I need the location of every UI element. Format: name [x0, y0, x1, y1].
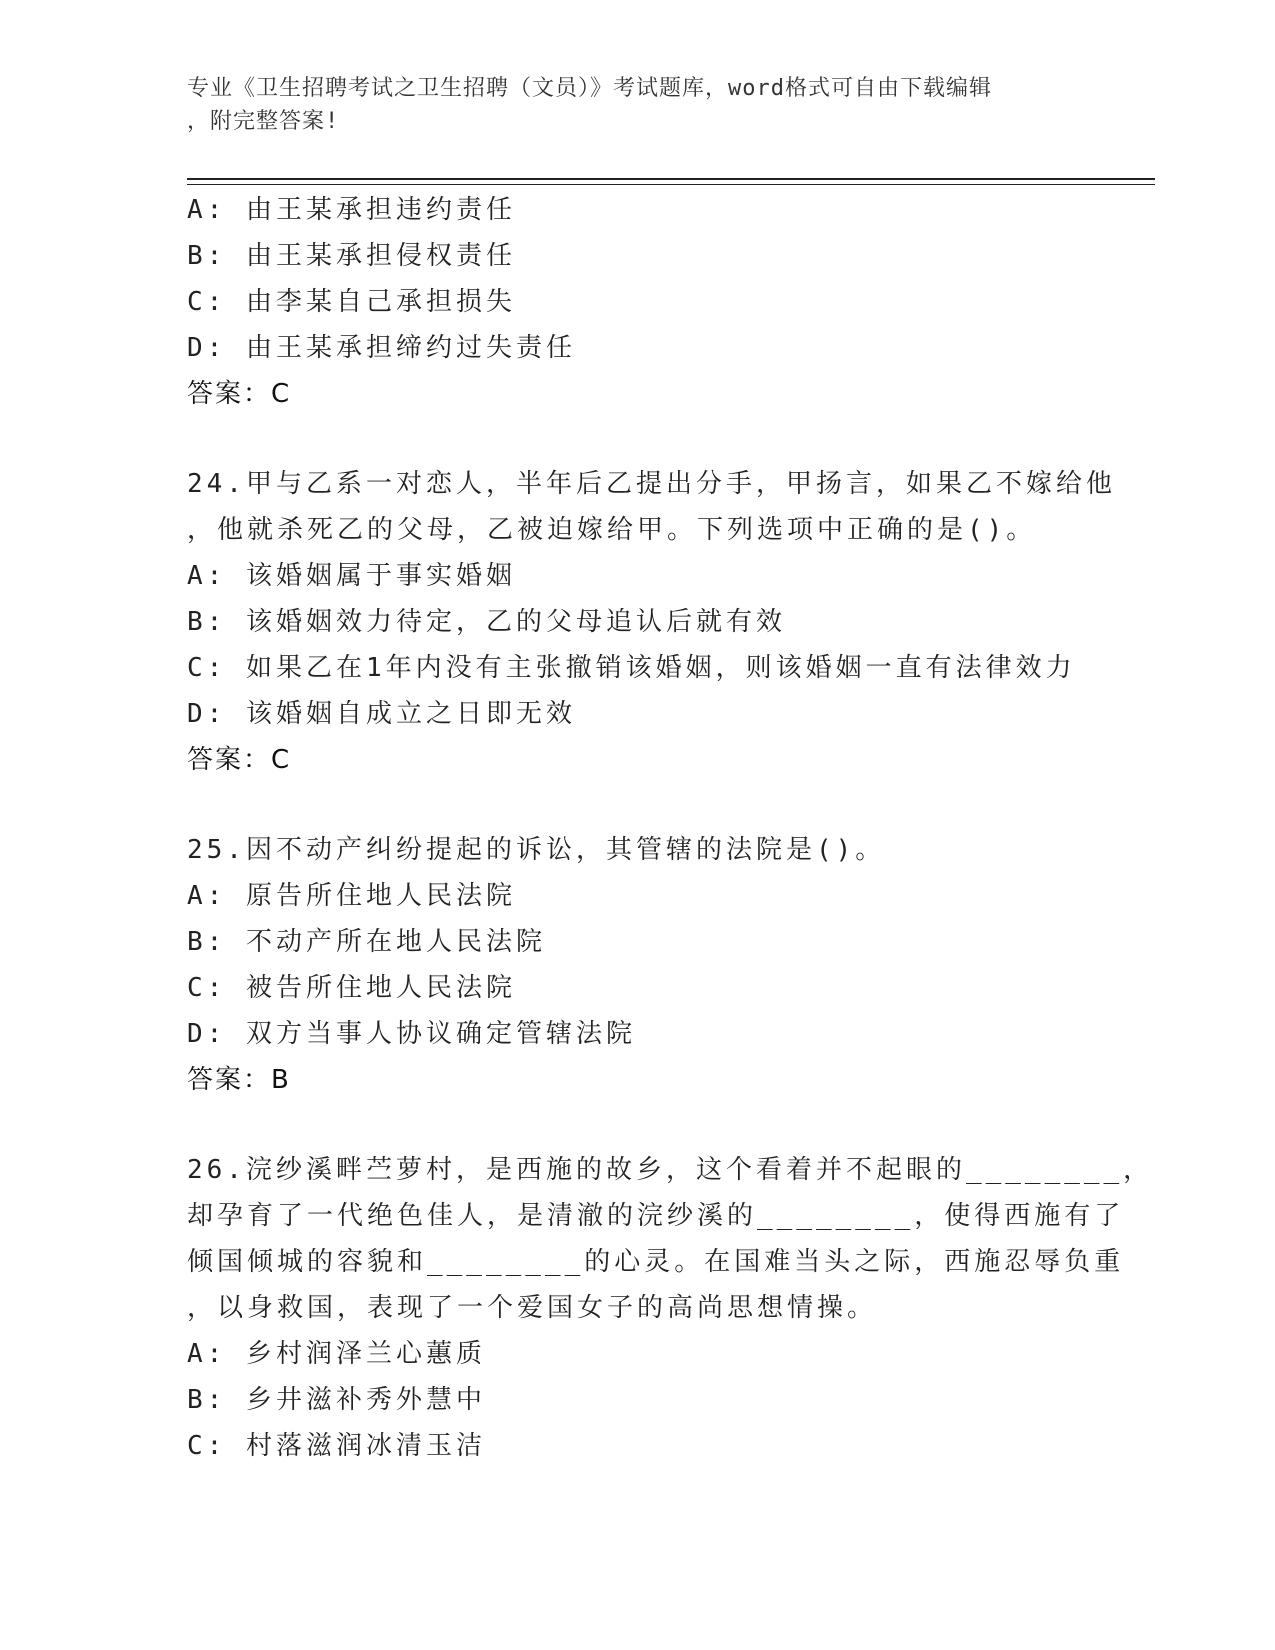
header-divider-thick	[187, 178, 1155, 180]
answer: 答案：C	[187, 745, 292, 775]
question-stem-line: ，他就杀死乙的父母，乙被迫嫁给甲。下列选项中正确的是()。	[187, 515, 1037, 545]
option-c: C: 由李某自己承担损失	[187, 287, 516, 317]
answer: 答案：C	[187, 379, 292, 409]
question-23	[187, 187, 1147, 417]
header-line-2: ，附完整答案!	[187, 109, 340, 134]
question-stem-line: 倾国倾城的容貌和________的心灵。在国难当头之际，西施忍辱负重	[187, 1247, 1125, 1277]
answer: 答案：B	[187, 1065, 291, 1095]
question-25	[187, 827, 1147, 1103]
option-c: C: 如果乙在1年内没有主张撤销该婚姻，则该婚姻一直有法律效力	[187, 653, 1076, 683]
option-d: D: 双方当事人协议确定管辖法院	[187, 1019, 636, 1049]
question-24	[187, 461, 1147, 783]
option-c: C: 被告所住地人民法院	[187, 973, 516, 1003]
option-d: D: 由王某承担缔约过失责任	[187, 333, 576, 363]
question-stem-line: 却孕育了一代绝色佳人，是清澈的浣纱溪的________，使得西施有了	[187, 1201, 1125, 1231]
question-stem-line: 24.甲与乙系一对恋人，半年后乙提出分手，甲扬言，如果乙不嫁给他	[187, 469, 1116, 499]
option-b: B: 不动产所在地人民法院	[187, 927, 546, 957]
question-stem-line: 26.浣纱溪畔苎萝村，是西施的故乡，这个看着并不起眼的________，	[187, 1155, 1154, 1185]
header-divider-thin	[187, 184, 1155, 185]
option-c: C: 村落滋润冰清玉洁	[187, 1431, 486, 1461]
spacer	[187, 783, 1147, 827]
spacer	[187, 1103, 1147, 1147]
question-stem-line: 25.因不动产纠纷提起的诉讼，其管辖的法院是()。	[187, 835, 886, 865]
option-d: D: 该婚姻自成立之日即无效	[187, 699, 576, 729]
document-header	[187, 72, 1087, 138]
question-26	[187, 1147, 1154, 1469]
spacer	[187, 417, 1147, 461]
header-line-1: 专业《卫生招聘考试之卫生招聘（文员）》考试题库，word格式可自由下载编辑	[187, 76, 992, 101]
option-b: B: 乡井滋补秀外慧中	[187, 1385, 486, 1415]
option-a: A: 乡村润泽兰心蕙质	[187, 1339, 486, 1369]
question-stem-line: ，以身救国，表现了一个爱国女子的高尚思想情操。	[187, 1293, 878, 1323]
option-a: A: 该婚姻属于事实婚姻	[187, 561, 516, 591]
option-b: B: 由王某承担侵权责任	[187, 241, 516, 271]
option-b: B: 该婚姻效力待定，乙的父母追认后就有效	[187, 607, 786, 637]
option-a: A: 由王某承担违约责任	[187, 195, 516, 225]
option-a: A: 原告所住地人民法院	[187, 881, 516, 911]
question-list	[187, 187, 1154, 1469]
